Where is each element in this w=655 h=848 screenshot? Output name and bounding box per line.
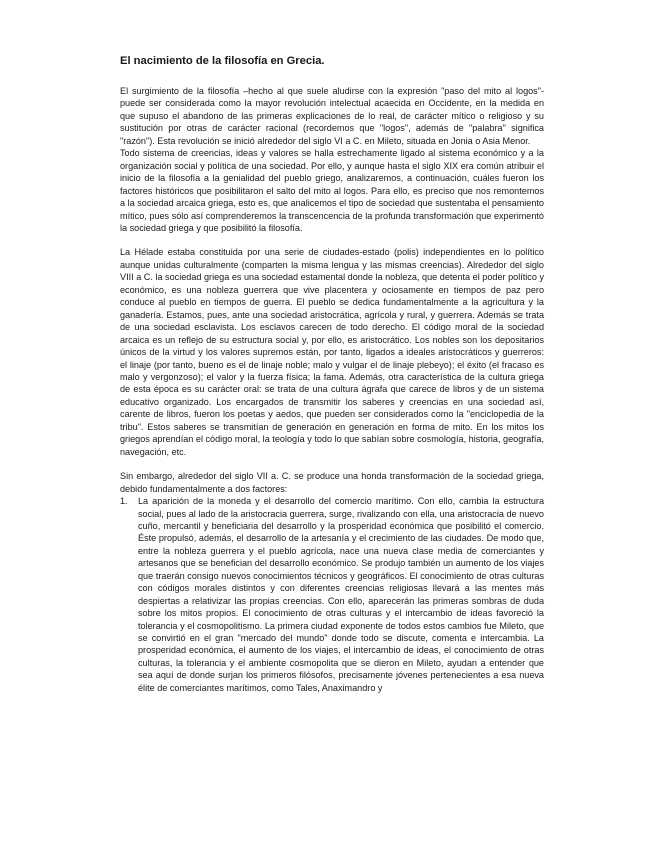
document-body — [120, 54, 544, 694]
paragraph-transformation: Sin embargo, alrededor del siglo VII a. C. se produce una honda transformación de la sociedad griega, debido fundamentalmente a dos factores: — [120, 471, 544, 494]
paragraph-hellas: La Hélade estaba constituida por una serie de ciudades-estado (polis) independientes en lo político aunque unidas culturalmente (comparten la misma lengua y las mismas creencias). Alrededor del siglo VIII a C. la sociedad griega es una sociedad estamental donde la nobleza, que detenta el poder político y económico, es una nobleza guerrera que vive placentera y ociosamente en tiempos de paz pero conduce al pueblo en tiempos de guerra. El pueblo se dedica fundamentalmente a la agricultura y la ganadería. Estamos, pues, ante una sociedad aristocrática, agrícola y rural, y guerrera. Además se trata de una sociedad esclavista. Los esclavos carecen de todo derecho. El código moral de la sociedad arcaica es un reflejo de su estructura social y, por ello, es aristocrático. Los nobles son los depositarios únicos de la virtud y los valores supremos están, por tanto, ligados a ideales aristocráticos y guerreros: el linaje (por tanto, bueno es el de linaje noble; malo y vulgar el de linaje plebeyo); el éxito (el fracaso es malo y vergonzoso); el valor y la fuerza física; la fama. Además, otra característica de la cultura griega de esta época es su carácter oral: se trata de una cultura ágrafa que carece de libros y de un sistema educativo organizado. Los encargados de transmitir los saberes y creencias en una sociedad así, carente de libros, fueron los poetas y aedos, que pueden ser considerados como la "enciclopedia de la tribu". Estos saberes se transmitían de generación en generación en forma de mito. En los mitos los griegos aprendían el código moral, la teología y todo lo que sabían sobre cosmología, historia, geografía, navegación, etc. — [120, 247, 544, 457]
list-item-text: La aparición de la moneda y el desarrollo del comercio marítimo. Con ello, cambia la estructura social, pues al lado de la aristocracia guerrera, surge, rivalizando con ella, una aristocracia de nuevo cuño, mercantil y beneficiaria del desarrollo y la prosperidad económica que posibilitó el comercio. Éste propulsó, además, el desarrollo de la artesanía y el crecimiento de las ciudades. De modo que, entre la nobleza guerrera y el pueblo agrícola, nace una nueva clase media de comerciantes y artesanos que se benefician del desarrollo económico. Se produjo también un aumento de los viajes que traerán consigo nuevos conocimientos técnicos y geográficos. El conocimiento de otras culturas con códigos morales distintos y con diferentes creencias religiosas llevará a las mentes más despiertas a relativizar las propias creencias. Con ello, aparecerán las primeras sombras de duda sobre los mitos propios. El conocimiento de otras culturas y el intercambio de ideas favoreció la tolerancia y el cosmopolitismo. La primera ciudad exponente de todos estos cambios fue Mileto, que se convirtió en el gran "mercado del mundo" donde todo se discute, comenta e intercambia. La prosperidad económica, el aumento de los viajes, el intercambio de ideas, el conocimiento de otras culturas, la tolerancia y el ambiente cosmopolita que se dieron en Mileto, ayudan a entender que sea aquí de donde surjan los primeros filósofos, precisamente jóvenes pertenecientes a esa nueva élite de comerciantes marítimos, como Tales, Anaximandro y — [138, 496, 544, 693]
list-item — [120, 495, 544, 694]
factors-list — [120, 495, 544, 694]
document-title: El nacimiento de la filosofía en Grecia. — [120, 55, 325, 67]
paragraph-intro: El surgimiento de la filosofía –hecho al que suele aludirse con la expresión "paso del mito al logos"- puede ser considerada como la mayor revolución intelectual acaecida en Occidente, en la medida en que supuso el abandono de las primeras explicaciones de lo real, de carácter mítico o religioso y su sustitución por otras de carácter racional (recordemos que "logos", además de "palabra" significa "razón"). Esta revolución se inició alrededor del siglo VI a C. en Mileto, situada en Jonia o Asia Menor. — [120, 86, 544, 146]
list-item-number: 1. — [120, 496, 128, 507]
paragraph-beliefs: Todo sistema de creencias, ideas y valores se halla estrechamente ligado al sistema económico y a la organización social y política de una sociedad. Por ello, y aunque hasta el siglo XIX era común atribuir el inicio de la filosofía a la genialidad del pueblo griego, analizaremos, a continuación, cuáles fueron los factores históricos que posibilitaron el salto del mito al logos. Para ello, es preciso que nos remontemos a la sociedad arcaica griega, esto es, que analicemos el tipo de sociedad que sustentaba el pensamiento mítico, pues sólo así comprenderemos la transcencencia de la profunda transformación que experimentó la sociedad griega y que posibilitó la filosofía. — [120, 148, 544, 233]
